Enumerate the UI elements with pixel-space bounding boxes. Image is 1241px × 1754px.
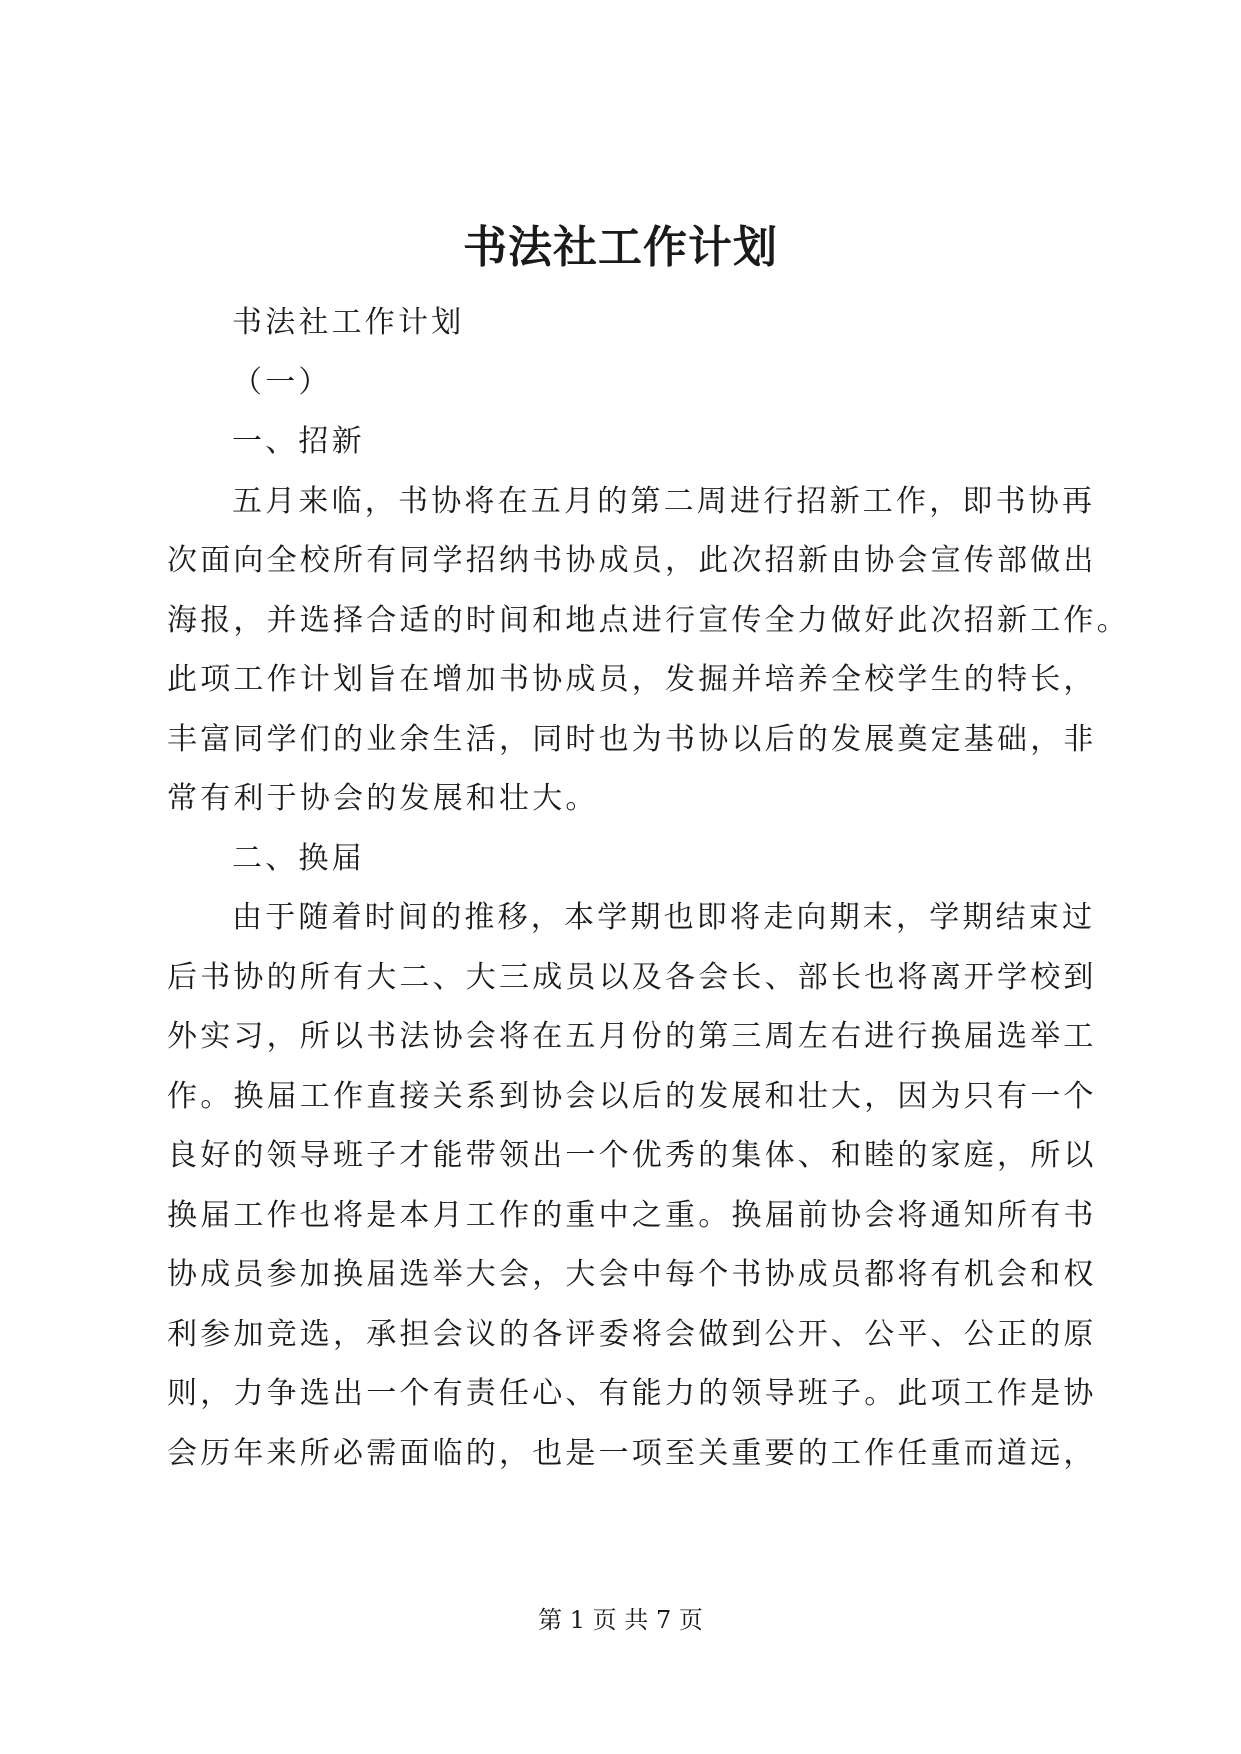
- body-line: 常有利于协会的发展和壮大。: [167, 781, 599, 816]
- body-line: 此项工作计划旨在增加书协成员，发掘并培养全校学生的特长，: [167, 662, 1097, 697]
- page-footer: 第 1 页 共 7 页: [538, 1606, 703, 1634]
- section-heading: 一、招新: [232, 424, 365, 459]
- body-line: 会历年来所必需面临的，也是一项至关重要的工作任重而道远，: [167, 1435, 1097, 1471]
- document-title: 书法社工作计划: [463, 222, 778, 273]
- section-heading: 二、换届: [232, 840, 365, 876]
- document-body: [167, 293, 1130, 1483]
- body-line: 丰富同学们的业余生活，同时也为书协以后的发展奠定基础，非: [167, 721, 1097, 757]
- body-line: 次面向全校所有同学招纳书协成员，此次招新由协会宣传部做出: [167, 543, 1097, 578]
- body-line: 换届工作也将是本月工作的重中之重。换届前协会将通知所有书: [167, 1197, 1097, 1233]
- body-line: 利参加竞选，承担会议的各评委将会做到公开、公平、公正的原: [167, 1316, 1097, 1352]
- body-line: 由于随着时间的推移，本学期也即将走向期末，学期结束过: [232, 900, 1096, 935]
- body-line: 后书协的所有大二、大三成员以及各会长、部长也将离开学校到: [167, 959, 1097, 995]
- body-line: 良好的领导班子才能带领出一个优秀的集体、和睦的家庭，所以: [167, 1138, 1097, 1173]
- body-line: 则，力争选出一个有责任心、有能力的领导班子。此项工作是协: [167, 1376, 1097, 1411]
- body-line: 外实习，所以书法协会将在五月份的第三周左右进行换届选举工: [167, 1019, 1097, 1054]
- body-line: 海报，并选择合适的时间和地点进行宣传全力做好此次招新工作。: [167, 602, 1130, 638]
- body-line: 书法社工作计划: [232, 305, 465, 340]
- body-line: 五月来临，书协将在五月的第二周进行招新工作，即书协再: [232, 483, 1096, 519]
- body-line: 协成员参加换届选举大会，大会中每个书协成员都将有机会和权: [167, 1257, 1097, 1292]
- body-line: 作。换届工作直接关系到协会以后的发展和壮大，因为只有一个: [167, 1078, 1097, 1114]
- body-line: （一）: [232, 364, 332, 400]
